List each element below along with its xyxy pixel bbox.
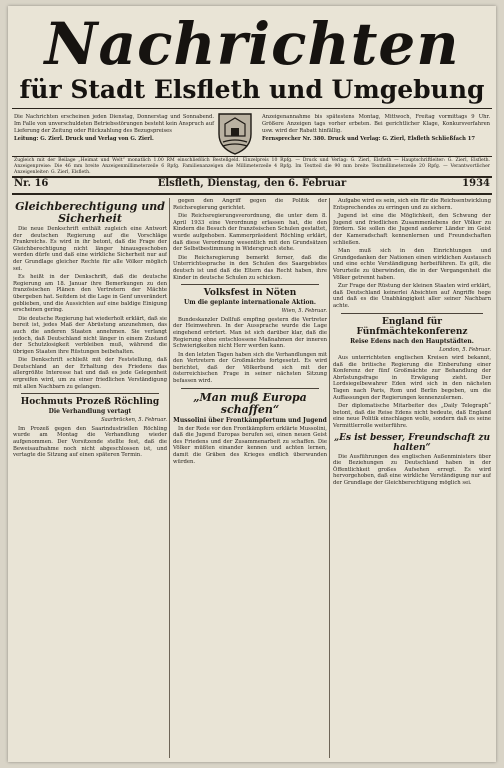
headline-fuenfmaechtekonferenz: England für Fünfmächtekonferenz <box>356 316 468 337</box>
article-paragraph: In den letzten Tagen haben sich die Verhandlungen mit den Vertretern der Großmächte fortgesetzt. Es wird berichtet, daß der Völkerbund sich mit der österreichischen Frage in seiner nächsten Sitzung befassen wird. <box>173 351 327 385</box>
article-paragraph: Die neue Denkschrift enthält zugleich eine Antwort der deutschen Regierung auf die Vorschläge Frankreichs. Es wird in ihr betont, daß die Frage der Gleichberechtigung nicht länger hinausgeschoben werden dürfe und daß eine wirkliche Sicherheit nur auf der Grundlage gleicher Rechte für alle Völker möglich sei. <box>13 226 167 272</box>
subheadline: Um die geplante internationale Aktion. <box>184 299 316 307</box>
article-paragraph: Im Prozeß gegen den Saarindustriellen Röchling wurde am Montag die Verhandlung wieder aufgenommen. Der Vorsitzende stellte fest, daß die Beweisaufnahme noch nicht abgeschlossen ist, und vertagte die Sitzung auf einen späteren Termin. <box>13 425 167 459</box>
article-paragraph: Zur Frage der Rüstung der kleinen Staaten wird erklärt, daß Deutschland keinerlei Absichten auf Angriffe hege und daß es die Unabhängigkeit aller seiner Nachbarn achte. <box>333 283 491 309</box>
subscription-text: Die Nachrichten erscheinen jeden Dienstag, Donnerstag und Sonnabend. Im Falle von unverschuldeten Betriebsstörungen besteht kein Anspruch auf Lieferung der Zeitung oder Rückzahlung des Bezugspreises <box>14 114 214 134</box>
subscription-info <box>14 114 214 144</box>
subheadline: Reise Edens nach den Hauptstädten. <box>350 337 474 345</box>
publisher-line: Leitung: G. Zierl. Druck und Verlag von G. Zierl. <box>14 136 154 142</box>
subheadline: Die Verhandlung vertagt <box>48 408 132 416</box>
article-paragraph: Jugend ist eine die Möglichkeit, den Schwung der Jugend und friedlichen Zusammenlebens der Völker zu fördern. Sie sollen die Jugend anderer Länder im Geist der Kameradschaft kennenlernen und Freundschaften schließen. <box>333 213 491 246</box>
article-paragraph: Aus unterrichteten englischen Kreisen wird bekannt, daß die britische Regierung die Einberufung einer Konferenz der fünf Großmächte zur Behandlung der Abrüstungsfrage in Erwägung zieht. Der Lordsiegelbewahrer Eden wird sich in den nächsten Tagen nach Paris, Rom und Berlin begeben, um die Auffassungen der Regierungen kennenzulernen. <box>333 355 491 401</box>
article-separator <box>181 388 319 389</box>
contact-line: Fernsprecher Nr. 380. Druck und Verlag: G. Zierl, Elsfleth Schließfach 17 <box>262 136 475 142</box>
article-separator <box>341 313 483 314</box>
article-separator <box>181 284 319 285</box>
column-divider <box>169 198 170 758</box>
subheadline: Mussolini über Frontkämpfertum und Jugend <box>173 416 327 424</box>
article-paragraph: Die deutsche Regierung hat wiederholt erklärt, daß sie bereit ist, jedes Maß der Abrüstung anzunehmen, das auch die anderen Staaten annehmen. Sie verlangt jedoch, daß Deutschland nicht länger in einem Zustand der Schutzlosigkeit verbleiben muß, während die übrigen Staaten ihre Rüstungen beibehalten. <box>13 315 167 355</box>
column-right <box>333 198 491 758</box>
headline-europa: „Man muß Europa schaffen“ <box>193 390 307 416</box>
article-paragraph: Der diplomatische Mitarbeiter des „Daily Telegraph“ betont, daß die Reise Edens nicht bedeute, daß England eine neue Politik einschlagen wolle, sondern daß es seine Vermittlerrolle weiterführe. <box>333 403 491 430</box>
article-paragraph: Die Reichsregierung bemerkt ferner, daß die Unterrichtssprache in den Schulen des Saargebietes deutsch ist und daß die Eltern das Recht haben, ihre Kinder in deutsche Schulen zu schicken. <box>173 254 327 281</box>
newspaper-page <box>8 6 496 762</box>
article-paragraph: Aufgabe wird es sein, sich ein für die Reichsentwicklung Entsprechendes zu erringen und zu sichern. <box>333 198 491 211</box>
issue-number: Nr. 16 <box>14 178 49 189</box>
article-paragraph: In der Rede vor den Frontkämpfern erklärte Mussolini, daß die Jugend Europas berufen sei, einen neuen Geist des Friedens und der Zusammenarbeit zu schaffen. Die Völker müßten einander kennen und achten lernen, damit die Gräben des Krieges endlich überwunden würden. <box>173 425 327 465</box>
column-middle <box>173 198 327 758</box>
masthead-subtitle: für Stadt Elsfleth und Umgebung <box>19 75 485 104</box>
dateline-rule-bottom <box>12 193 492 195</box>
advertising-info <box>262 114 490 144</box>
article-paragraph: Die Denkschrift schließt mit der Feststellung, daß Deutschland an der Erhaltung des Friedens das allergrößte Interesse hat und daß es jede Gelegenheit ergreifen wird, um zu einer friedlichen Verständigung mit allen Nachbarn zu gelangen. <box>13 357 167 390</box>
article-separator <box>21 393 159 394</box>
article-paragraph: Die Reichsregierungsverordnung, die unter dem 8. April 1933 eine Verordnung erlassen hat, die den Kindern die Besuch der französischen Schulen gestattet, wurde aufgehoben. Kammerpräsident Röchling erklärt, daß diese Verordnung wesentlich mit den Grundsätzen der Selbstbestimmung in Widerspruch stehe. <box>173 213 327 253</box>
article-dateline: London, 5. Februar. <box>439 346 491 353</box>
article-paragraph: Es heißt in der Denkschrift, daß die deutsche Regierung am 18. Januar ihre Bemerkungen zu den französischen Plänen den Vertretern der Mächte übergeben hat. Seitdem ist die Lage in Genf unverändert geblieben, und die Aussichten auf eine baldige Einigung erscheinen gering. <box>13 274 167 314</box>
city-crest-icon <box>216 110 254 156</box>
article-dateline: Wien, 5. Februar. <box>281 308 327 315</box>
article-paragraph: gegen den Angriff gegen die Politik der Reichsregierung gerichtet. <box>173 198 327 211</box>
advertising-text: Anzeigenannahme bis spätestens Montag, Mittwoch, Freitag vormittags 9 Uhr. Größere Anzeigen tags vorher erbeten. Bei gerichtlicher Klage, Konkursverfahren usw. wird der Rabatt hinfällig. <box>262 114 490 134</box>
article-paragraph: Bundeskanzler Dollfuß empfing gestern die Vertreter der Heimwehren. In der Aussprache wurde die Lage eingehend erörtert. Man ist sich darüber klar, daß die Regierung ohne entschlossene Maßnahmen der inneren Schwierigkeiten nicht Herr werden kann. <box>173 316 327 350</box>
column-divider <box>329 198 330 758</box>
info-rule <box>12 156 492 157</box>
price-strip: Zugleich mit der Beilage „Heimat und Welt“ monatlich 1.00 RM einschließlich Bestellgeld. Einzelpreis 10 Rpfg. — Druck und Verlag: G. Zierl, Elsfleth — Hauptschriftleiter: G. Zierl, Elsfleth. Anzeigenpreise: Die 46 mm breite Anzeigenmillimeterzeile 6 Rpfg. Familienanzeigen die Millimeterzeile 4 Rpfg. Im Textteil die 90 mm breite Textmillimeterzeile 20 Rpfg. — Verantwortlicher Anzeigenleiter: G. Zierl, Elsfleth. <box>14 158 490 175</box>
issue-year: 1934 <box>462 178 490 189</box>
headline-freundschaft: „Es ist besser, Freundschaft zu halten“ <box>333 432 491 453</box>
masthead-title: Nachrichten <box>44 10 460 78</box>
article-paragraph: Man muß sich in den Einrichtungen und Grundgedanken der Nationen einen wirklichen Austausch und eine echte Verständigung herbeiführen. Es gilt, die Vorurteile zu überwinden, die in der Vergangenheit die Völker getrennt haben. <box>333 248 491 281</box>
headline-dollfuss: Volksfest in Nöten <box>203 288 297 299</box>
article-dateline: Saarbrücken, 5. Februar. <box>101 417 167 424</box>
column-left <box>13 198 167 758</box>
article-paragraph: Die Ausführungen des englischen Außenministers über die Beziehungen zu Deutschland haben in der Öffentlichkeit großes Aufsehen erregt. Es wird hervorgehoben, daß eine wirkliche Verständigung nur auf der Grundlage der Gleichberechtigung möglich sei. <box>333 453 491 486</box>
headline-prozess-roechling: Hochmuts Prozeß Röchling <box>20 397 160 408</box>
issue-date: Elsfleth, Dienstag, den 6. Februar <box>157 178 347 189</box>
dateline <box>12 178 492 192</box>
masthead-rule <box>12 108 492 109</box>
headline-gleichberechtigung: Gleichberechtigung und Sicherheit <box>15 200 165 225</box>
